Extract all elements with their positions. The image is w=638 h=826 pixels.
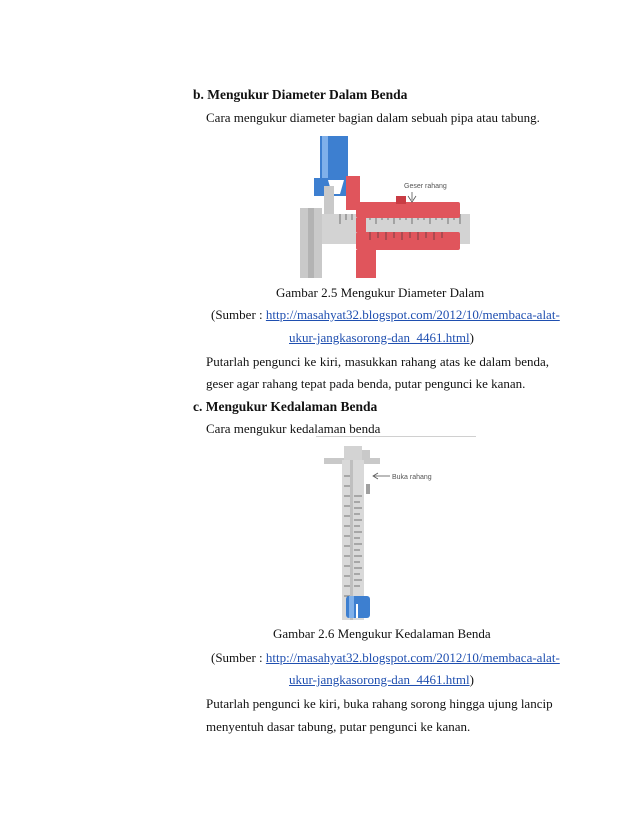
figure-inner-diameter xyxy=(300,136,470,282)
source-line-c-2 xyxy=(289,672,474,688)
source-line-b xyxy=(211,307,560,323)
section-c-paragraph-line-2: menyentuh dasar tabung, putar pengunci ke kanan. xyxy=(206,719,471,734)
section-b-paragraph-line-1: Putarlah pengunci ke kiri, masukkan rahang atas ke dalam benda, xyxy=(206,354,549,369)
section-c-heading: c. Mengukur Kedalaman Benda xyxy=(193,399,378,414)
section-b-heading: b. Mengukur Diameter Dalam Benda xyxy=(193,87,408,102)
source-link-continued[interactable]: ukur-jangkasorong-dan_4461.html xyxy=(289,672,470,687)
source-suffix: ) xyxy=(469,330,474,345)
figure-depth xyxy=(316,436,476,622)
figure-2-6-caption: Gambar 2.6 Mengukur Kedalaman Benda xyxy=(273,626,491,641)
source-prefix: (Sumber : xyxy=(211,650,263,665)
figure-depth-label: Buka rahang xyxy=(392,474,432,481)
section-b-paragraph-line-2: geser agar rahang tepat pada benda, putar pengunci ke kanan. xyxy=(206,376,526,391)
source-link[interactable]: http://masahyat32.blogspot.com/2012/10/membaca-alat- xyxy=(265,307,560,322)
source-suffix: ) xyxy=(469,672,474,687)
source-link-continued[interactable]: ukur-jangkasorong-dan_4461.html xyxy=(289,330,470,345)
source-link[interactable]: http://masahyat32.blogspot.com/2012/10/membaca-alat- xyxy=(265,650,560,665)
section-c-paragraph-line-1: Putarlah pengunci ke kiri, buka rahang sorong hingga ujung lancip xyxy=(206,696,553,711)
section-b-intro: Cara mengukur diameter bagian dalam sebuah pipa atau tabung. xyxy=(206,110,540,125)
source-prefix: (Sumber : xyxy=(211,307,263,322)
caliper-depth-illustration xyxy=(316,436,476,622)
figure-2-5-caption: Gambar 2.5 Mengukur Diameter Dalam xyxy=(276,285,485,300)
source-line-c xyxy=(211,650,560,666)
section-c-intro: Cara mengukur kedalaman benda xyxy=(206,421,381,436)
caliper-inner-diameter-illustration xyxy=(300,136,470,282)
source-line-b-2 xyxy=(289,330,474,346)
figure-inner-label: Geser rahang xyxy=(404,183,447,190)
